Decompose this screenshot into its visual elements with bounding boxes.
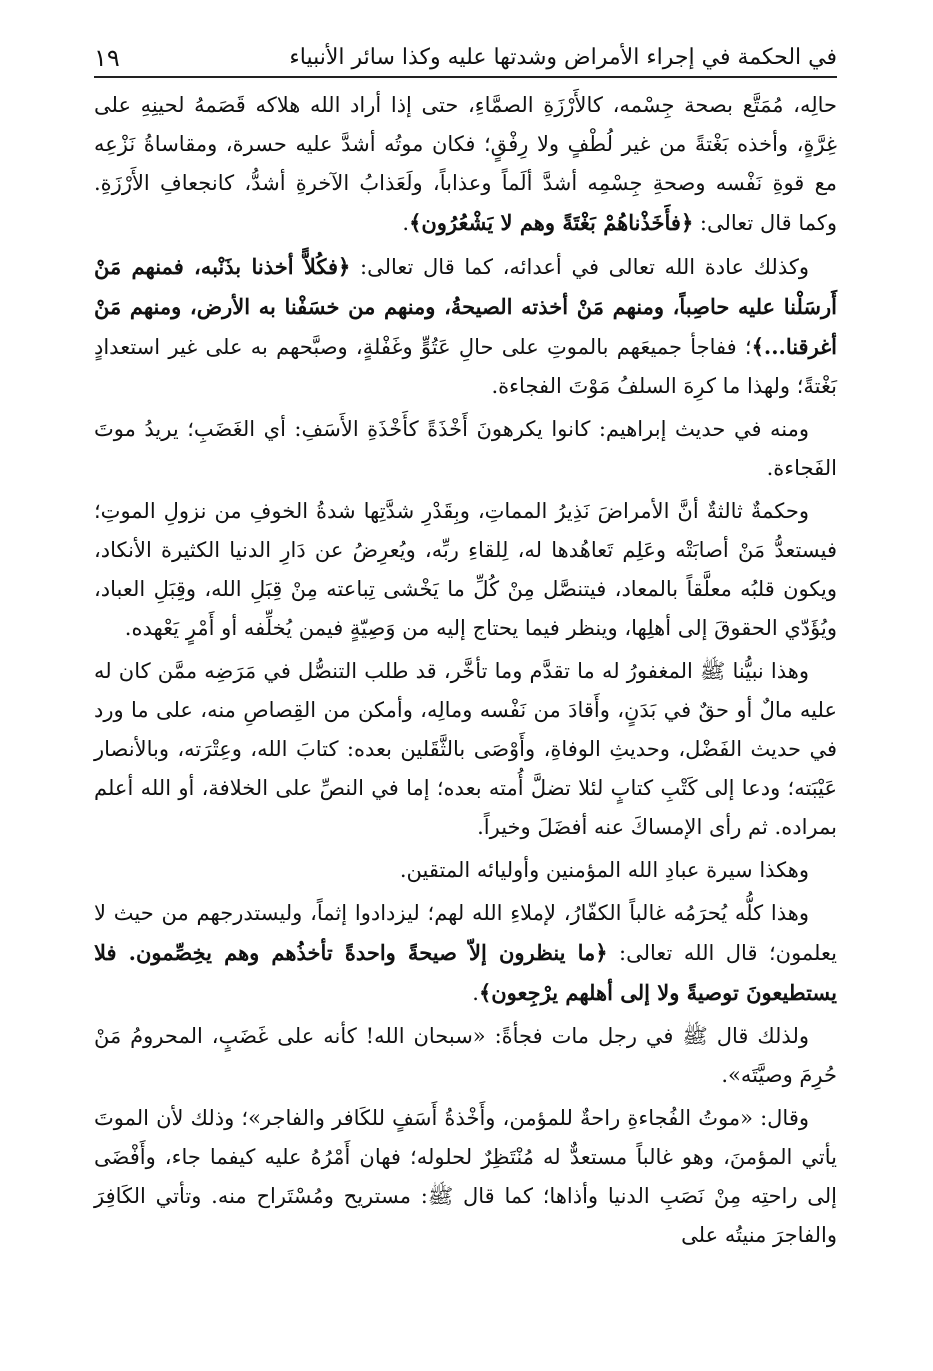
paragraph [94, 1099, 837, 1255]
paragraph [94, 410, 837, 488]
paragraph-text: ؛ ففاجأ جميعَهم بالموتِ على حالِ عَتُوٍّ وغَفْلةٍ، وصبَّحهم به على غير استعدادٍ بَغْتةً؛ ولهذا ما كرِهَ السلفُ مَوْتَ الفجاءة. [94, 335, 837, 398]
paragraph [94, 492, 837, 648]
paragraph [94, 247, 837, 406]
paragraph [94, 894, 837, 1013]
paragraph [94, 1017, 837, 1095]
page-header [94, 36, 837, 72]
quran-quote: ﴿ما ينظرون إلاّ صيحةً واحدةً تأخذُهم وهم يخِصِّمون. فلا يستطيعونَ توصيةً ولا إلى أهلهم يرْجِعون﴾ [94, 940, 837, 1005]
paragraph-text: وحكمةٌ ثالثةٌ أنَّ الأمراضَ نَذِيرُ المماتِ، وبِقَدْرِ شدَّتِها شدةُ الخوفِ من نزولِ الموتِ؛ فيستعدُّ مَنْ أصابَتْه وعَلِم تَعاهُدها له، لِلقاءِ ربِّه، ويُعرِضُ عن دَارِ الدنيا الكثيرة الأنكاد، ويكون قلبُه معلَّقاً بالمعاد، فيتنصَّل مِنْ كُلِّ ما يَخْشى تِباعته مِنْ قِبَلِ الله، وقِبَلِ العباد، ويُؤَدّي الحقوقَ إلى أهلِها، وينظر فيما يحتاج إليه من وَصِيّةٍ فيمن يُخلِّفه أو أَمْرٍ يَعْهده. [94, 499, 837, 640]
paragraph-text: وقال: «موتُ الفُجاءةِ راحةٌ للمؤمن، وأَخْذةُ أَسَفٍ للكَافر والفاجر»؛ وذلك لأن الموتَ يأتي المؤمنَ، وهو غالباً مستعدٌّ له مُنْتَظِرٌ لحلوله؛ فهان أَمْرُهُ عليه كيفما جاء، وأَفْضَى إلى راحتِه مِنْ نَصَبِ الدنيا وأذاها؛ كما قال ﷺ: مستريح ومُسْتَراح منه. وتأتي الكَافِرَ والفاجرَ منيتُه على [94, 1106, 837, 1247]
paragraph-text: حالِه، مُمَتَّع بصحة جِسْمه، كالأَرْزَةِ الصمَّاءِ، حتى إذا أراد الله هلاكه قَصَمهُ لحينِهِ على غِرَّةٍ، وأخذه بَغْتةً من غير لُطْفٍ ولا رِفْقٍ؛ فكان موتُه أشدَّ عليه حسرة، ومقاساةُ نَزْعِه مع قوةِ نَفْسه وصحةِ جِسْمِه أشدَّ ألَماً وعذاباً، ولَعَذابُ الآخرةِ أشدُّ، كانجعافِ الأَرْزَةِ. وكما قال تعالى: [94, 93, 837, 235]
paragraph-text: ولذلك قال ﷺ في رجل مات فجأةً: «سبحان الله! كأنه على غَضَبٍ، المحرومُ مَنْ حُرِمَ وصيَّتَه». [94, 1024, 837, 1087]
paragraph-text: ومنه في حديث إبراهيم: كانوا يكرهونَ أَخْذَةً كأَخْذَةِ الأَسَفِ: أي الغَضَبِ؛ يريدُ موتَ الفَجاءة. [94, 417, 837, 480]
running-title: في الحكمة في إجراء الأمراض وشدتها عليه وكذا سائر الأنبياء [289, 45, 837, 70]
paragraph-text: . [472, 981, 479, 1005]
paragraph-text: وهذا كلُّه يُحرَمُه غالباً الكفّارُ، لإملاءِ الله لهم؛ ليزدادوا إثماً، وليستدرجهم من حيث لا يعلمون؛ قال الله تعالى: [94, 901, 837, 965]
page-number: ١٩ [94, 44, 120, 72]
paragraph-text: . [402, 211, 410, 235]
paragraph-text: وكذلك عادة الله تعالى في أعدائه، كما قال تعالى: [350, 255, 809, 279]
body-text [94, 86, 837, 1255]
paragraph-text: وهكذا سيرة عبادِ الله المؤمنين وأوليائه المتقين. [399, 858, 809, 882]
header-divider [94, 76, 837, 78]
paragraph [94, 851, 837, 890]
quran-quote: ﴿فكُلاًّ أخذنا بذَنْبه، فمنهم مَنْ أَرسَلْنا عليه حاصِباً، ومنهم مَنْ أخذته الصيحةُ، ومنهم من خسَفْنا به الأرض، ومنهم مَنْ أغرقنا...﴾ [94, 254, 837, 359]
paragraph-text: وهذا نبيُّنا ﷺ المغفورُ له ما تقدَّم وما تأخَّر، قد طلب التنصُّل في مَرَضِه ممَّن كان له عليه مالٌ أو حقٌ في بَدَنٍ، وأَقادَ من نَفْسه ومالِه، وأمكن من القِصاصِ منه، على ما ورد في حديث الفَضْل، وحديثِ الوفاةِ، وأَوْصَى بالثَّقَلين بعده: كتابَ الله، وعِتْرَته، وبالأنصار عَيْبَته؛ ودعا إلى كَتْبِ كتابٍ لئلا تضلَّ أُمته بعده؛ إما في النصِّ على الخلافة، أو الله أعلم بمراده. ثم رأى الإمساكَ عنه أفضَلَ وخيراً. [94, 659, 837, 839]
paragraph [94, 86, 837, 243]
quran-quote: ﴿فأَخَذْناهُمْ بَغْتَةً وهم لا يَشْعُرُون﴾ [409, 210, 694, 235]
paragraph [94, 652, 837, 847]
